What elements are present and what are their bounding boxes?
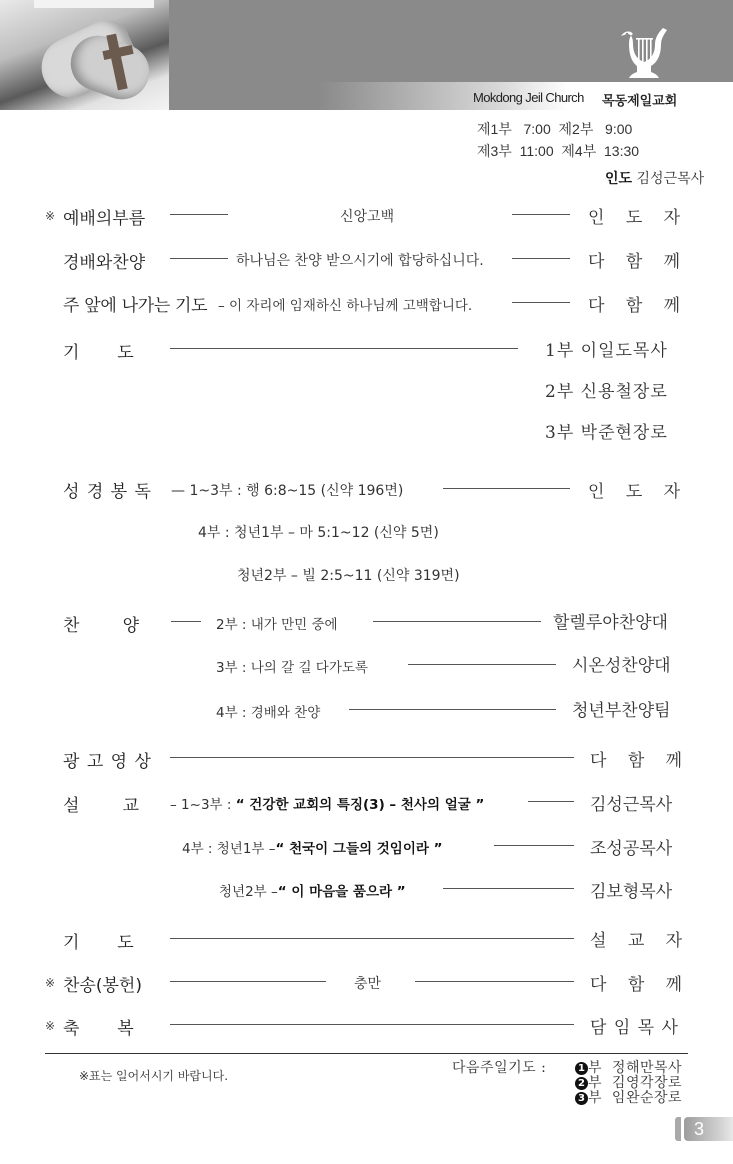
leader-line-divider	[512, 214, 570, 215]
call-to-worship-right: 인 도 자	[588, 208, 689, 228]
leader-line-divider	[170, 214, 228, 215]
closing-prayer-right: 설 교 자	[590, 931, 691, 951]
sermon-title: “ 천국이 그들의 것임이라 ”	[275, 841, 443, 857]
sermon-title: “ 이 마음을 품으라 ”	[277, 884, 406, 900]
leader-line-divider	[170, 1024, 574, 1025]
sermon-line	[170, 793, 484, 813]
prayer-leader: 3부 박준현장로	[545, 423, 668, 443]
scripture-line-1: — 1~3부 : 행 6:8~15 (신약 196면)	[171, 483, 404, 499]
offering-center: 충만	[354, 976, 382, 992]
service-schedule-line: 제1부 7:00 제2부 9:00	[477, 121, 633, 137]
prayer-leader: 1부 이일도목사	[545, 341, 668, 361]
sermon-prefix: – 1~3부 :	[170, 797, 236, 813]
leader-line-divider	[408, 664, 556, 665]
circled-number-icon: 3	[575, 1092, 588, 1105]
sermon-line	[219, 880, 406, 900]
next-prayer-list	[575, 1061, 682, 1106]
leader-line-divider	[443, 888, 574, 889]
sermon-preacher: 김보형목사	[590, 882, 673, 902]
stand-mark: ※	[45, 976, 56, 990]
scripture-line-3: 청년2부 – 빌 2:5~11 (신약 319면)	[237, 568, 460, 584]
confession-center: – 이 자리에 임재하신 하나님께 고백합니다.	[218, 298, 473, 314]
confession-label: 주 앞에 나가는 기도	[63, 296, 208, 316]
leader-line-divider	[170, 938, 574, 939]
prayer-label: 기 도	[63, 343, 134, 363]
scripture-label: 성 경 봉 독	[63, 482, 152, 502]
footer-divider	[45, 1053, 688, 1054]
sermon-prefix: 4부 : 청년1부 –	[182, 841, 276, 857]
benediction-label: 축 복	[63, 1019, 134, 1039]
praise-label: 경배와찬양	[63, 253, 146, 273]
leader-line-divider	[512, 258, 570, 259]
leader-line-divider	[170, 348, 518, 349]
next-prayer-label: 다음주일기도 :	[452, 1060, 547, 1076]
church-name-korean: 목동제일교회	[602, 94, 678, 109]
leader-line-divider	[349, 709, 556, 710]
sermon-preacher: 조성공목사	[590, 839, 673, 859]
leader-line-divider	[415, 981, 574, 982]
choir-song: 3부 : 나의 갈 길 다가도록	[216, 660, 368, 676]
choir-name: 할렐루야찬양대	[553, 613, 668, 633]
leader-line-divider	[170, 981, 326, 982]
stand-mark: ※	[45, 209, 56, 223]
announcements-label: 광 고 영 상	[63, 752, 152, 772]
sermon-prefix: 청년2부 –	[219, 884, 278, 900]
leader-line-divider	[171, 621, 201, 622]
scripture-right: 인 도 자	[588, 482, 689, 502]
sermon-line	[182, 837, 442, 857]
offering-label: 찬송(봉헌)	[63, 976, 142, 996]
circled-number-icon: 1	[575, 1062, 588, 1075]
standing-note: ※표는 일어서시기 바랍니다.	[79, 1069, 229, 1083]
choir-label: 찬 양	[63, 616, 140, 636]
scripture-line-2: 4부 : 청년1부 – 마 5:1~12 (신약 5면)	[198, 525, 439, 541]
next-prayer-item	[575, 1091, 682, 1106]
prayer-leader: 2부 신용철장로	[545, 382, 668, 402]
closing-prayer-label: 기 도	[63, 933, 134, 953]
call-to-worship-center: 신앙고백	[340, 209, 395, 225]
leader-line-divider	[170, 757, 574, 758]
next-prayer-text: 부 정해만목사	[588, 1060, 683, 1076]
choir-song: 2부 : 내가 만민 중에	[216, 617, 338, 633]
stand-mark: ※	[45, 1019, 56, 1033]
leader-line-divider	[373, 621, 541, 622]
leader-line-divider	[528, 801, 574, 802]
sermon-title: “ 건강한 교회의 특징(3) – 천사의 얼굴 ”	[235, 797, 485, 813]
next-prayer-text: 부 임완순장로	[588, 1090, 683, 1106]
leader-line-divider	[170, 258, 228, 259]
call-to-worship-label: 예배의부름	[63, 209, 146, 229]
offering-right: 다 함 께	[590, 975, 691, 995]
photo-background-shelf	[34, 0, 154, 8]
next-prayer-item	[575, 1076, 682, 1091]
praise-right: 다 함 께	[588, 252, 689, 272]
choir-name: 시온성찬양대	[572, 656, 671, 676]
benediction-right: 담 임 목 사	[590, 1018, 679, 1038]
leader-line-divider	[443, 488, 570, 489]
choir-name: 청년부찬양팀	[572, 701, 671, 721]
praise-center: 하나님은 찬양 받으시기에 합당하십니다.	[236, 253, 484, 269]
sermon-preacher: 김성근목사	[590, 795, 673, 815]
leader-line	[605, 168, 704, 188]
confession-right: 다 함 께	[588, 296, 689, 316]
page-number-tab	[675, 1117, 681, 1141]
service-schedule-line: 제3부 11:00 제4부 13:30	[477, 143, 640, 159]
choir-song: 4부 : 경배와 찬양	[216, 705, 321, 721]
praying-hands-photo	[0, 0, 169, 110]
sermon-label: 설 교	[63, 796, 140, 816]
leader-label: 인도	[605, 171, 633, 187]
next-prayer-item	[575, 1061, 682, 1076]
leader-line-divider	[494, 845, 574, 846]
announcements-right: 다 함 께	[590, 751, 691, 771]
circled-number-icon: 2	[575, 1077, 588, 1090]
church-name-english: Mokdong Jeil Church	[473, 90, 584, 105]
lyre-dove-icon	[615, 22, 673, 80]
leader-line-divider	[512, 302, 570, 303]
leader-name: 김성근목사	[636, 171, 705, 187]
page-number: 3	[684, 1117, 733, 1141]
next-prayer-text: 부 김영각장로	[588, 1075, 683, 1091]
